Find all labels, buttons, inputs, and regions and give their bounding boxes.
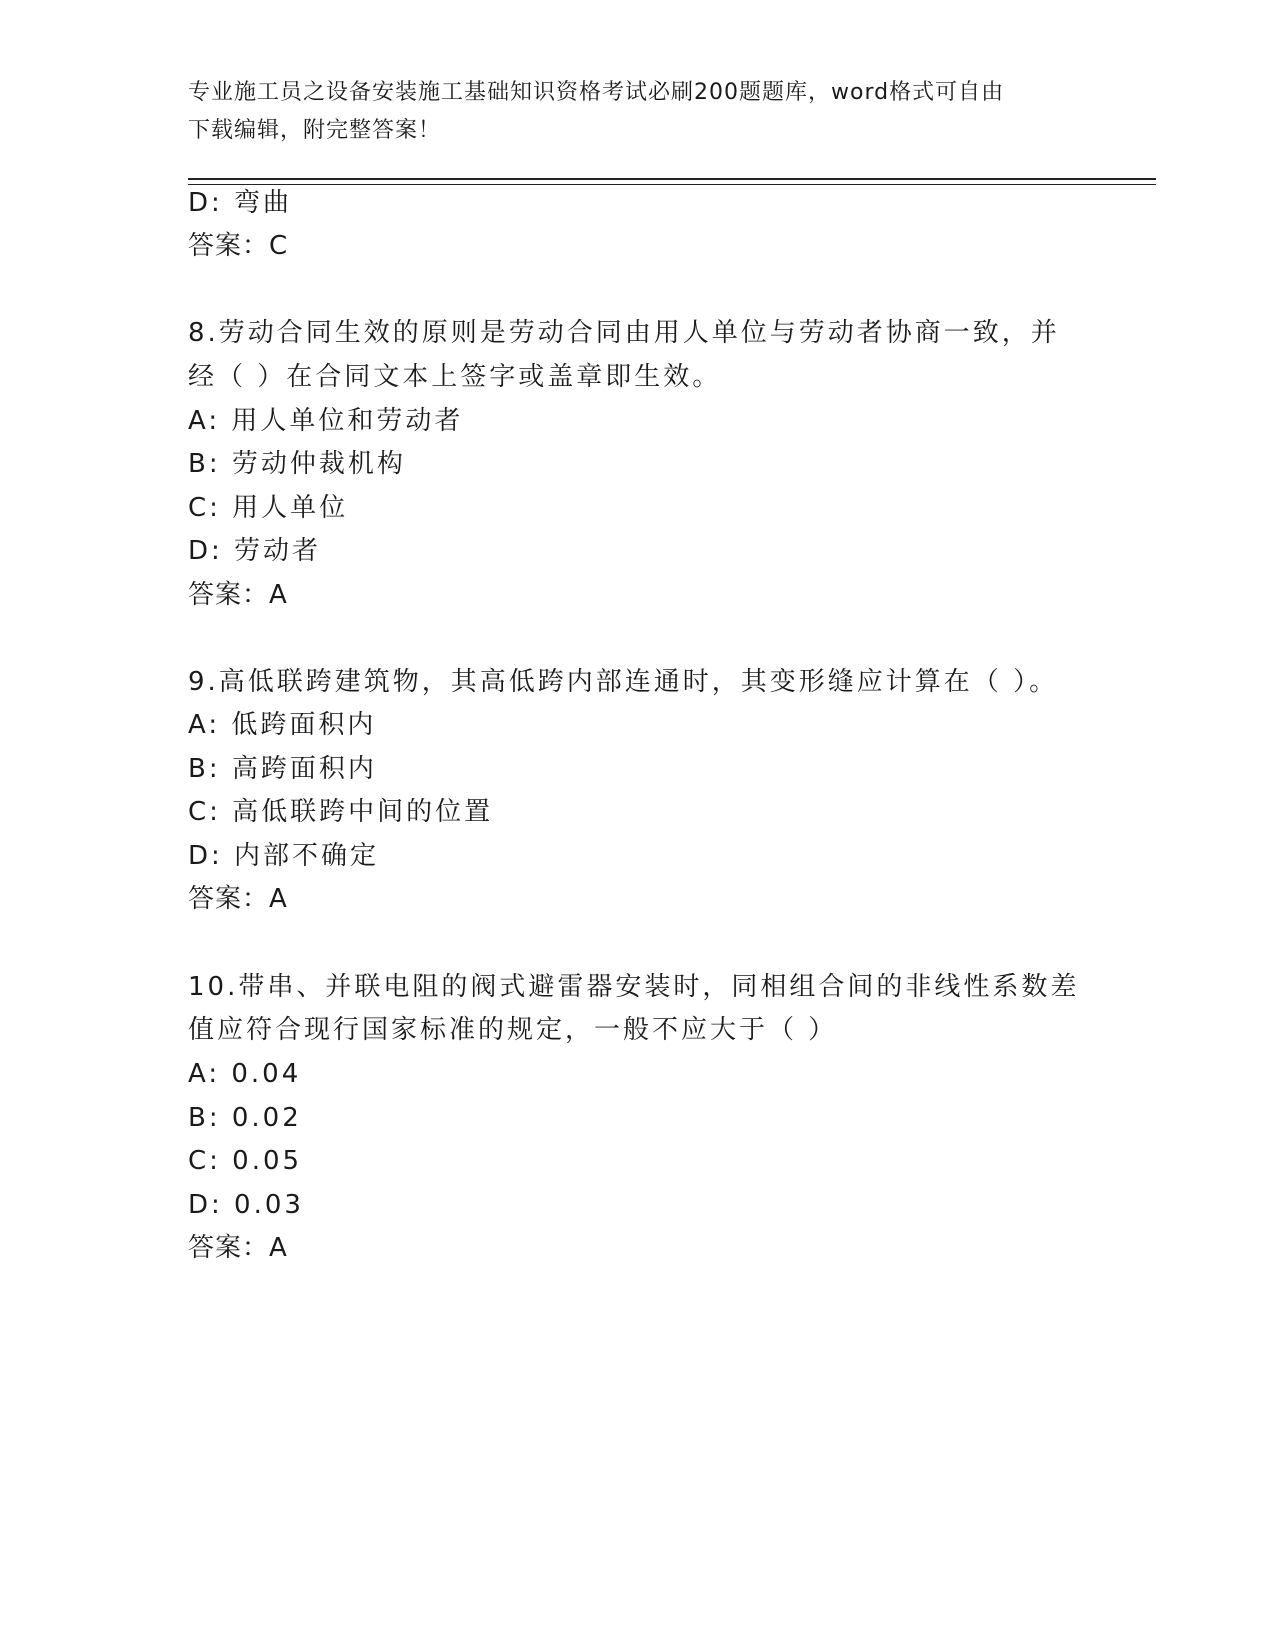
q10-option-a: A: 0.04	[188, 1059, 302, 1089]
q8-stem-line-1: 8.劳动合同生效的原则是劳动合同由用人单位与劳动者协商一致，并	[188, 318, 1060, 348]
q10-stem-line-2: 值应符合现行国家标准的规定，一般不应大于（ ）	[188, 1015, 838, 1045]
header-line-1: 专业施工员之设备安装施工基础知识资格考试必刷200题题库，word格式可自由	[188, 80, 1005, 105]
header-divider-thick	[188, 178, 1156, 180]
q10-option-c: C: 0.05	[188, 1146, 303, 1176]
q9-option-a: A: 低跨面积内	[188, 710, 377, 740]
q8-option-a: A: 用人单位和劳动者	[188, 406, 464, 436]
q8-option-d: D: 劳动者	[188, 536, 322, 566]
q9-stem-line-1: 9.高低联跨建筑物，其高低跨内部连通时，其变形缝应计算在（ ）。	[188, 667, 1059, 697]
q10-answer: 答案：A	[188, 1233, 288, 1263]
q9-option-b: B: 高跨面积内	[188, 754, 377, 784]
q9-answer: 答案：A	[188, 884, 288, 914]
q8-stem-line-2: 经（ ）在合同文本上签字或盖章即生效。	[188, 362, 722, 392]
q8-option-c: C: 用人单位	[188, 493, 349, 523]
q8-answer: 答案：A	[188, 580, 288, 610]
prev-option-d: D: 弯曲	[188, 188, 293, 218]
q10-option-d: D: 0.03	[188, 1190, 304, 1220]
document-header	[188, 74, 1088, 150]
header-divider-thin	[188, 184, 1156, 185]
q9-option-d: D: 内部不确定	[188, 841, 380, 871]
header-line-2: 下载编辑，附完整答案！	[188, 118, 442, 143]
prev-answer: 答案：C	[188, 231, 289, 261]
q10-option-b: B: 0.02	[188, 1103, 302, 1133]
q9-option-c: C: 高低联跨中间的位置	[188, 797, 494, 827]
q8-option-b: B: 劳动仲裁机构	[188, 449, 406, 479]
q10-stem-line-1: 10.带串、并联电阻的阀式避雷器安装时，同相组合间的非线性系数差	[188, 972, 1080, 1002]
